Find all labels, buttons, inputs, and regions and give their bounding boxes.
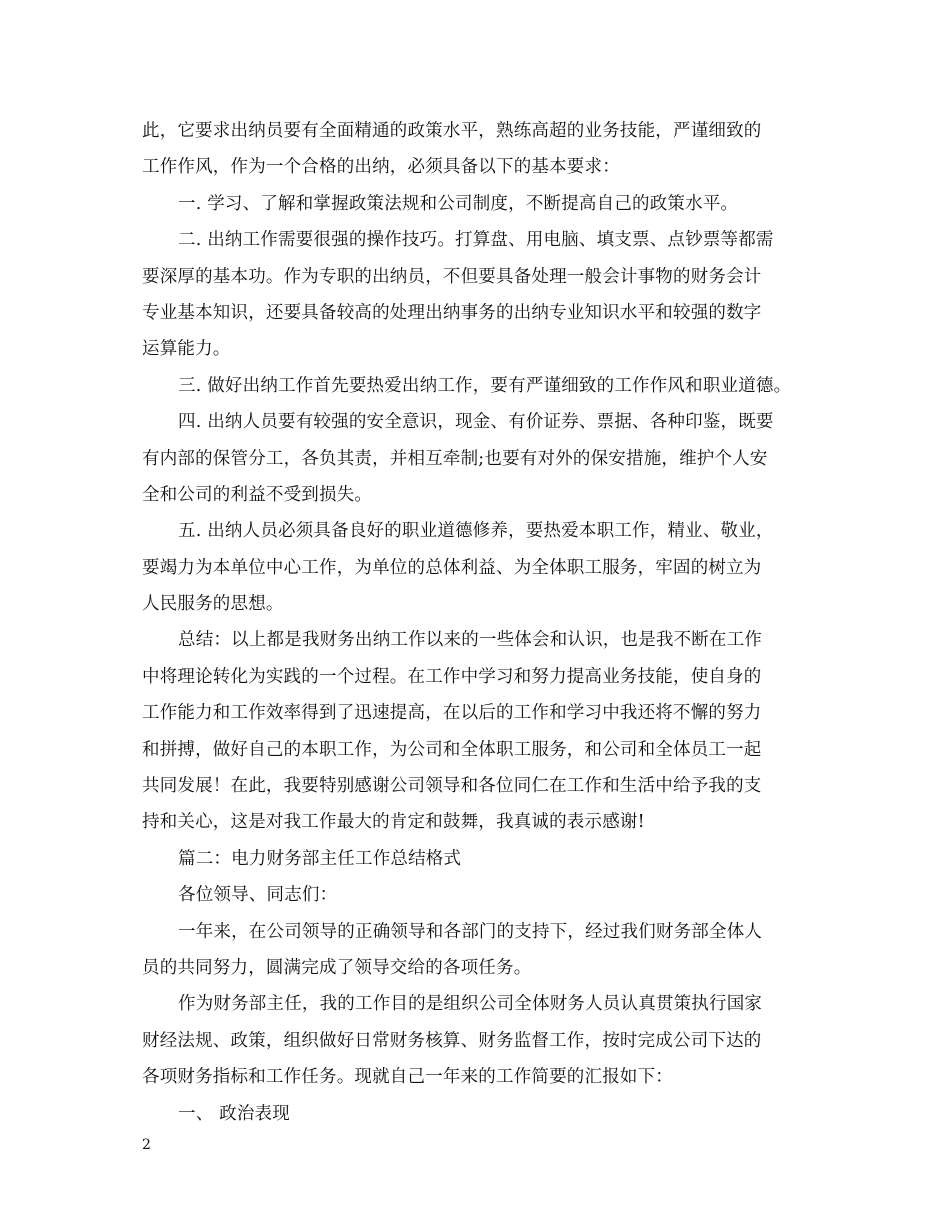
text-line: 四. 出纳人员要有较强的安全意识，现金、有价证券、票据、各种印鉴，既要 bbox=[178, 412, 774, 433]
text-line: 持和关心，这是对我工作最大的肯定和鼓舞，我真诚的表示感谢! bbox=[142, 812, 645, 833]
text-line: 工作能力和工作效率得到了迅速提高，在以后的工作和学习中我还将不懈的努力 bbox=[142, 703, 762, 724]
text-line: 总结：以上都是我财务出纳工作以来的一些体会和认识，也是我不断在工作 bbox=[178, 630, 763, 651]
text-line: 全和公司的利益不受到损失。 bbox=[142, 484, 373, 505]
text-line: 有内部的保管分工，各负其责，并相互牵制;也要有对外的保安措施，维护个人安 bbox=[142, 448, 768, 469]
text-line: 人民服务的思想。 bbox=[142, 594, 284, 615]
text-line: 五. 出纳人员必须具备良好的职业道德修养，要热爱本职工作，精业、敬业， bbox=[178, 521, 774, 542]
text-line: 各位领导、同志们： bbox=[178, 885, 338, 906]
text-line: 工作作风，作为一个合格的出纳，必须具备以下的基本要求： bbox=[142, 157, 620, 178]
text-line: 要竭力为本单位中心工作，为单位的总体利益、为全体职工服务，牢固的树立为 bbox=[142, 557, 762, 578]
text-line: 财经法规、政策，组织做好日常财务核算、财务监督工作，按时完成公司下达的 bbox=[142, 1030, 762, 1051]
text-line: 和拼搏，做好自己的本职工作，为公司和全体职工服务，和公司和全体员工一起 bbox=[142, 739, 762, 760]
text-line: 一年来，在公司领导的正确领导和各部门的支持下，经过我们财务部全体人 bbox=[178, 921, 763, 942]
text-line: 一、 政治表现 bbox=[178, 1103, 290, 1124]
text-line: 各项财务指标和工作任务。现就自己一年来的工作简要的汇报如下： bbox=[142, 1067, 673, 1088]
text-line: 二. 出纳工作需要很强的操作技巧。打算盘、用电脑、填支票、点钞票等都需 bbox=[178, 230, 774, 251]
text-line: 三. 做好出纳工作首先要热爱出纳工作，要有严谨细致的工作作风和职业道德。 bbox=[178, 375, 792, 396]
text-line: 运算能力。 bbox=[142, 339, 231, 360]
page-number: 2 bbox=[142, 1137, 151, 1153]
text-line: 员的共同努力，圆满完成了领导交给的各项任务。 bbox=[142, 957, 532, 978]
text-line: 共同发展！在此，我要特别感谢公司领导和各位同仁在工作和生活中给予我的支 bbox=[142, 776, 762, 797]
text-line: 篇二：电力财务部主任工作总结格式 bbox=[178, 848, 462, 869]
document-body bbox=[142, 113, 814, 1132]
text-line: 此，它要求出纳员要有全面精通的政策水平，熟练高超的业务技能，严谨细致的 bbox=[142, 121, 762, 141]
text-line: 专业基本知识，还要具备较高的处理出纳事务的出纳专业知识水平和较强的数字 bbox=[142, 302, 762, 323]
text-line: 中将理论转化为实践的一个过程。在工作中学习和努力提高业务技能，使自身的 bbox=[142, 666, 762, 687]
text-line: 作为财务部主任，我的工作目的是组织公司全体财务人员认真贯策执行国家 bbox=[178, 994, 763, 1015]
text-line: 要深厚的基本功。作为专职的出纳员，不但要具备处理一般会计事物的财务会计 bbox=[142, 266, 762, 287]
text-line: 一. 学习、了解和掌握政策法规和公司制度，不断提高自己的政策水平。 bbox=[178, 193, 739, 214]
